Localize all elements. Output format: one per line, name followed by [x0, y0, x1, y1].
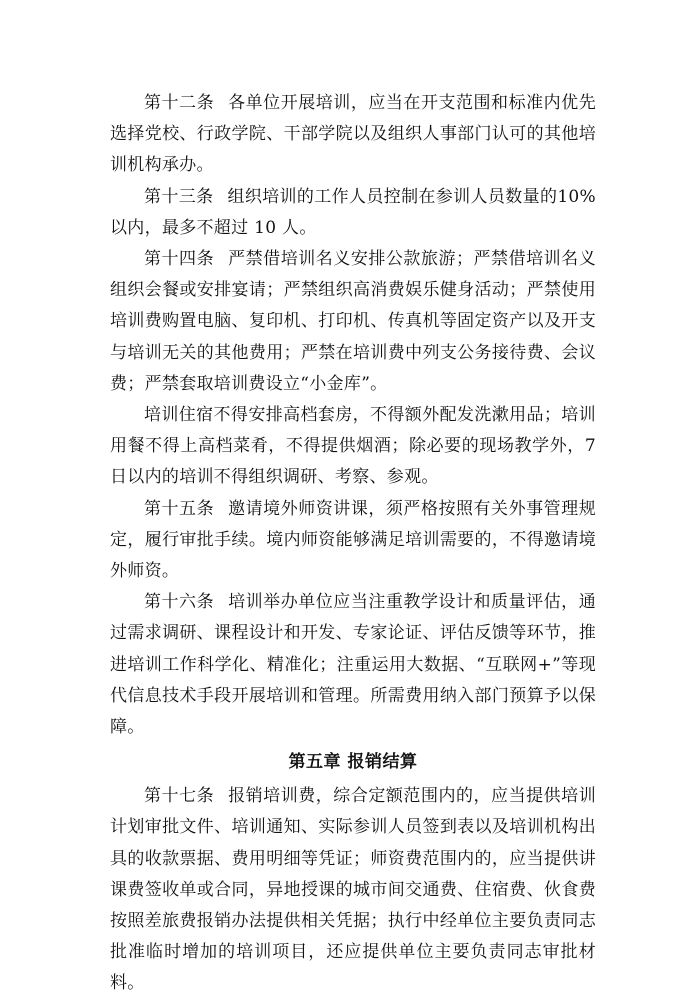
article-14-continuation-paragraph	[110, 400, 596, 494]
article-text: 邀请境外师资讲课，须严格按照有关外事管理规定，履行审批手续。境内师资能够满足培训需要的，不得邀请境外师资。	[110, 498, 596, 582]
paragraph-text: 培训住宿不得安排高档套房，不得额外配发洗漱用品；培训用餐不得上高档菜肴，不得提供烟酒；除必要的现场教学外，7 日以内的培训不得组织调研、考察、参观。	[110, 405, 596, 488]
article-14-paragraph	[110, 244, 596, 400]
article-15-paragraph	[110, 494, 596, 588]
article-13-paragraph	[110, 182, 596, 244]
article-text: 组织培训的工作人员控制在参训人员数量的10%以内，最多不超过 10 人。	[110, 186, 596, 238]
article-16-paragraph	[110, 587, 596, 743]
article-number: 第十五条	[144, 498, 215, 519]
article-number: 第十七条	[144, 786, 215, 807]
article-number: 第十三条	[144, 186, 214, 207]
article-text: 各单位开展培训，应当在开支范围和标准内优先选择党校、行政学院、干部学院以及组织人事部门认可的其他培训机构承办。	[110, 93, 596, 176]
article-17-paragraph	[110, 781, 596, 999]
article-text: 培训举办单位应当注重教学设计和质量评估，通过需求调研、课程设计和开发、专家论证、评估反馈等环节，推进培训工作科学化、精准化；注重运用大数据、“互联网+”等现代信息技术手段开展培训和管理。所需费用纳入部门预算予以保障。	[110, 592, 596, 738]
chapter-heading: 第五章 报销结算	[288, 752, 418, 773]
article-text: 严禁借培训名义安排公款旅游；严禁借培训名义组织会餐或安排宴请；严禁组织高消费娱乐健身活动；严禁使用培训费购置电脑、复印机、打印机、传真机等固定资产以及开支与培训无关的其他费用；严禁在培训费中列支公务接待费、会议费；严禁套取培训费设立“小金库”。	[110, 249, 596, 394]
article-text: 报销培训费，综合定额范围内的，应当提供培训计划审批文件、培训通知、实际参训人员签到表以及培训机构出具的收款票据、费用明细等凭证；师资费范围内的，应当提供讲课费签收单或合同，异地授课的城市间交通费、住宿费、伙食费按照差旅费报销办法提供相关凭据；执行中经单位主要负责同志批准临时增加的培训项目，还应提供单位主要负责同志审批材料。	[110, 786, 596, 994]
article-12-paragraph	[110, 88, 596, 182]
article-number: 第十六条	[144, 592, 215, 613]
article-number: 第十二条	[144, 93, 215, 113]
article-number: 第十四条	[144, 249, 215, 270]
document-body	[110, 88, 596, 1000]
